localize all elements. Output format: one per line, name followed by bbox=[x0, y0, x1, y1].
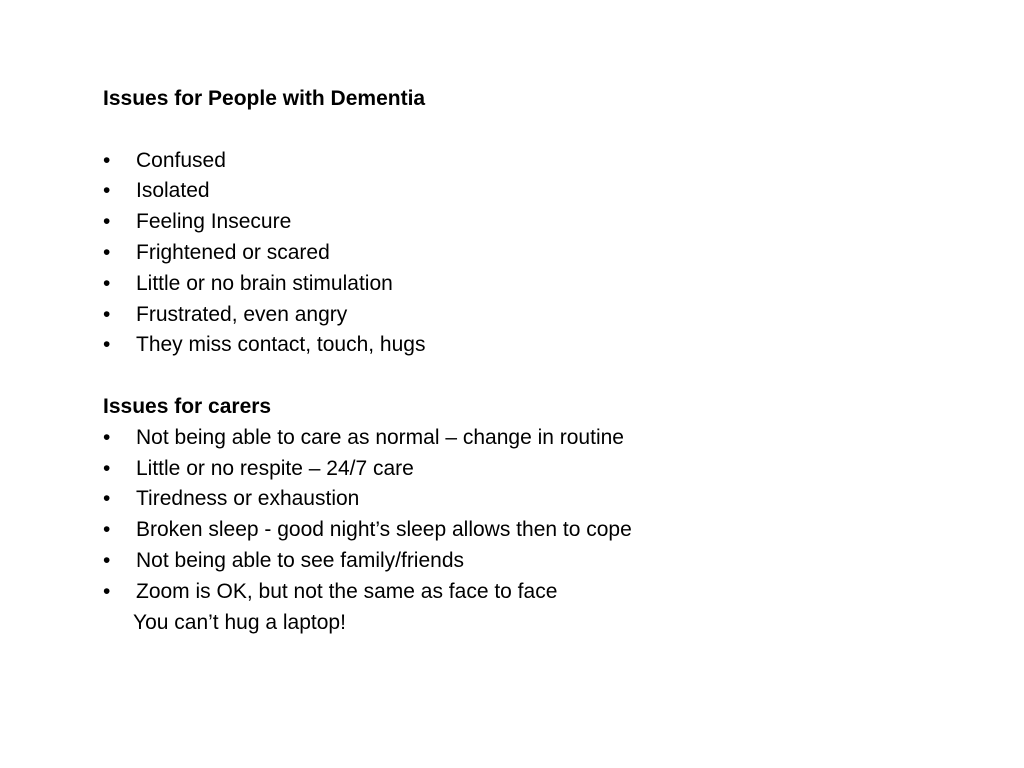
spacer bbox=[103, 361, 963, 392]
bullet-icon: • bbox=[103, 425, 111, 449]
list-item bbox=[103, 454, 963, 485]
list-item-text: Not being able to care as normal – change in routine bbox=[136, 425, 624, 449]
list-item-text: Confused bbox=[136, 148, 226, 172]
list-item-text: Little or no respite – 24/7 care bbox=[136, 456, 414, 480]
bullet-icon: • bbox=[103, 456, 111, 480]
section-heading-dementia: Issues for People with Dementia bbox=[103, 87, 426, 110]
list-item bbox=[103, 330, 963, 361]
list-item bbox=[103, 546, 963, 577]
list-item-text: Zoom is OK, but not the same as face to face bbox=[136, 579, 558, 603]
list-item-text: Feeling Insecure bbox=[136, 210, 292, 234]
bullet-icon: • bbox=[103, 210, 111, 234]
list-item bbox=[103, 176, 963, 207]
bullet-icon: • bbox=[103, 579, 111, 603]
continuation-line: You can’t hug a laptop! bbox=[133, 610, 346, 634]
bullet-icon: • bbox=[103, 333, 111, 357]
list-item-text: They miss contact, touch, hugs bbox=[136, 333, 426, 357]
list-item bbox=[103, 423, 963, 454]
list-item bbox=[103, 269, 963, 300]
list-item-text: Frustrated, even angry bbox=[136, 302, 348, 326]
list-item bbox=[103, 238, 963, 269]
list-item bbox=[103, 146, 963, 177]
bullet-icon: • bbox=[103, 302, 111, 326]
list-item bbox=[103, 484, 963, 515]
bullet-icon: • bbox=[103, 148, 111, 172]
dementia-issues-list bbox=[103, 146, 963, 362]
bullet-icon: • bbox=[103, 487, 111, 511]
list-item-text: Broken sleep - good night’s sleep allows then to cope bbox=[136, 518, 632, 542]
list-item bbox=[103, 515, 963, 546]
bullet-icon: • bbox=[103, 518, 111, 542]
bullet-icon: • bbox=[103, 548, 111, 572]
list-item bbox=[103, 207, 963, 238]
list-item bbox=[103, 300, 963, 331]
list-item-text: Not being able to see family/friends bbox=[136, 548, 465, 572]
bullet-icon: • bbox=[103, 240, 111, 264]
list-item-text: Isolated bbox=[136, 179, 210, 203]
list-item-text: Little or no brain stimulation bbox=[136, 271, 393, 295]
carer-issues-list bbox=[103, 423, 963, 608]
list-item bbox=[103, 577, 963, 608]
spacer bbox=[103, 115, 963, 146]
list-item-text: Tiredness or exhaustion bbox=[136, 487, 360, 511]
section-heading-carers: Issues for carers bbox=[103, 394, 272, 418]
bullet-icon: • bbox=[103, 179, 111, 203]
bullet-icon: • bbox=[103, 271, 111, 295]
slide-content bbox=[103, 84, 963, 638]
list-item-text: Frightened or scared bbox=[136, 240, 330, 264]
